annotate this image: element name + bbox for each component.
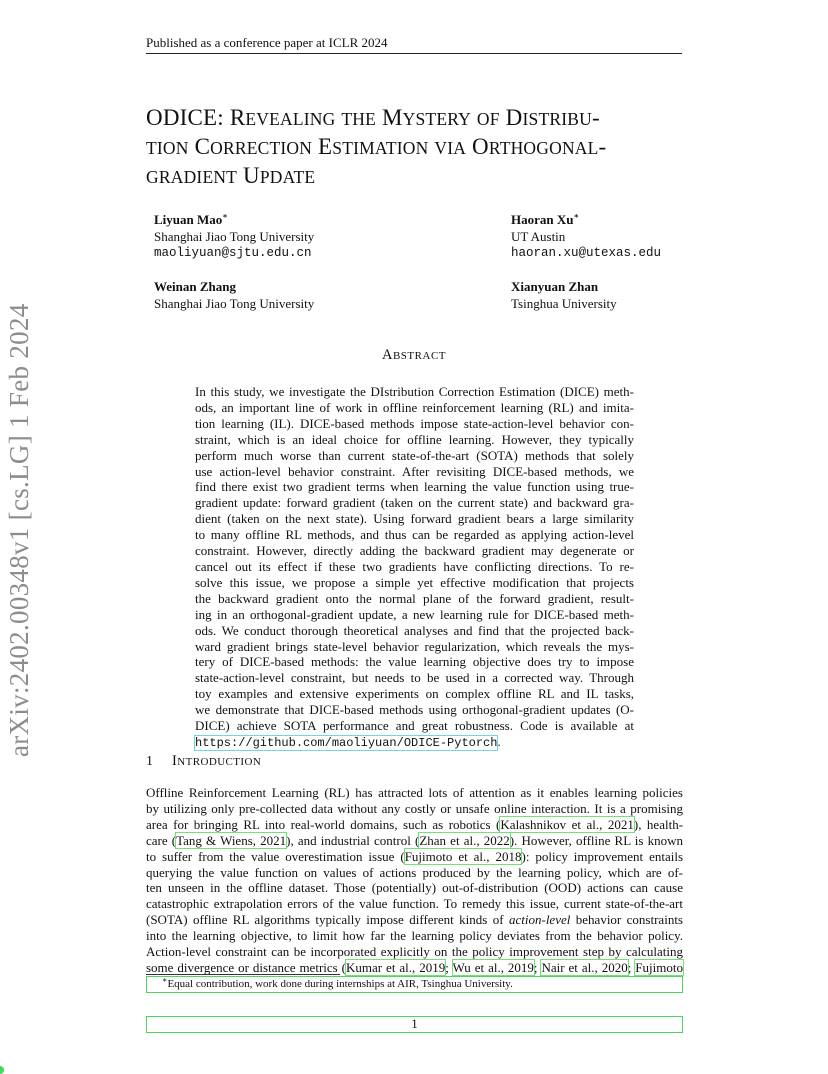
abstract-line: the backward gradient onto the normal plane of the forward gradient, result- xyxy=(195,590,634,606)
abstract-line: tery of DICE-based methods: the value learning objective does try to impose xyxy=(195,654,634,670)
page-number: 1 xyxy=(411,1016,418,1031)
citation-link[interactable]: Fujimoto xyxy=(635,959,683,975)
abstract-line: DICE) achieve SOTA performance and great robustness. Code is available at xyxy=(195,718,634,734)
abstract-line: straint, which is an ideal choice for offline learning. However, they typically xyxy=(195,431,634,447)
author-affiliation: UT Austin xyxy=(511,229,566,244)
intro-text: ): policy improvement entails xyxy=(521,848,684,864)
intro-line: Offline Reinforcement Learning (RL) has attracted lots of attention as it enables learning policies xyxy=(146,785,683,800)
abstract-line: use action-level behavior constraint. After revisiting DICE-based methods, we xyxy=(195,463,634,479)
abstract-line: cancel out its effect if these two gradients have conflicting directions. To re- xyxy=(195,558,634,574)
citation-link[interactable]: Zhan et al., 2022 xyxy=(419,832,510,848)
author-block-4 xyxy=(511,278,811,312)
abstract-last-line xyxy=(195,734,634,752)
author-affiliation: Shanghai Jiao Tong University xyxy=(154,296,315,311)
paper-title xyxy=(146,104,706,191)
intro-paragraph xyxy=(146,785,683,976)
intro-emphasis: action-level xyxy=(509,912,571,928)
footnote-text: Equal contribution, work done during internships at AIR, Tsinghua University. xyxy=(167,978,513,990)
abstract-heading-text: ABSTRACT xyxy=(381,347,447,363)
abstract-line: tion learning (IL). DICE-based methods impose state-action-level behavior con- xyxy=(195,415,634,431)
title-line-3 xyxy=(146,162,706,191)
title-line-1-text: ODICE: REVEALING THE MYSTERY OF DISTRIBU- xyxy=(146,105,600,130)
intro-text: care ( xyxy=(146,832,177,848)
section-number: 1 xyxy=(146,754,154,769)
intro-line: by utilizing only pre-collected data without any costly or unsafe online interaction. It is a promising xyxy=(146,800,683,816)
title-line-2-text: TION CORRECTION ESTIMATION VIA ORTHOGONAL- xyxy=(146,134,607,159)
author-block-2 xyxy=(511,211,811,262)
abstract-line: In this study, we investigate the DIstribution Correction Estimation (DICE) meth- xyxy=(195,384,634,399)
title-line-1 xyxy=(146,104,706,133)
intro-line xyxy=(146,849,683,865)
intro-text: some divergence or distance metrics ( xyxy=(146,959,346,975)
abstract-line: ods. We conduct thorough theoretical analyses and find that the projected back- xyxy=(195,622,634,638)
abstract-line: perform much worse than current state-of-the-art (SOTA) methods that solely xyxy=(195,447,634,463)
intro-text: ), health- xyxy=(633,816,684,832)
intro-line: ten unseen in the offline dataset. Those (potentially) out-of-distribution (OOD) actions can cause xyxy=(146,880,683,896)
author-email[interactable]: maoliyuan@sjtu.edu.cn xyxy=(154,246,312,260)
abstract-line: ward gradient brings state-level behavior regularization, which reveals the mys- xyxy=(195,638,634,654)
author-name xyxy=(154,211,454,228)
author-block-3 xyxy=(154,278,454,312)
intro-line: into the learning objective, to limit how far the learning policy deviates from the behavior policy. xyxy=(146,928,683,944)
author-affiliation: Tsinghua University xyxy=(511,296,617,311)
section-title: INTRODUCTION xyxy=(172,753,262,769)
author-name-text: Liyuan Mao xyxy=(154,212,223,227)
citation-link[interactable]: Kalashnikov et al., 2021 xyxy=(500,816,634,832)
intro-text: ). However, offline RL is known xyxy=(509,832,683,848)
abstract-body xyxy=(195,384,634,752)
abstract-line: we demonstrate that DICE-based methods using orthogonal-gradient updates (O- xyxy=(195,702,634,718)
header-rule xyxy=(146,53,682,54)
citation-link[interactable]: Kumar et al., 2019 xyxy=(346,959,446,975)
citation-link[interactable]: Wu et al., 2019 xyxy=(452,959,534,975)
intro-text: ; xyxy=(627,959,636,975)
running-header: Published as a conference paper at ICLR 2024 xyxy=(146,35,388,50)
code-link-suffix: . xyxy=(497,733,501,749)
intro-line: Action-level constraint can be incorporated explicitly on the policy improvement step by calculating xyxy=(146,944,683,960)
abstract-line: find there exist two gradient terms when learning the value function using true- xyxy=(195,479,634,495)
abstract-line: solve this issue, we propose a simple yet effective modification that projects xyxy=(195,574,634,590)
intro-text: ; xyxy=(533,959,542,975)
abstract-line: to many offline RL methods, and thus can be regarded as applying action-level xyxy=(195,527,634,543)
author-block-1 xyxy=(154,211,454,262)
footnote-rule xyxy=(146,974,340,975)
corner-marker-dot xyxy=(0,1066,4,1074)
author-email[interactable]: haoran.xu@utexas.edu xyxy=(511,246,662,260)
abstract-line: ing in an orthogonal-gradient update, a new learning rule for DICE-based meth- xyxy=(195,606,634,622)
footnote xyxy=(162,977,513,991)
intro-text: ; xyxy=(445,959,453,975)
author-affiliation: Shanghai Jiao Tong University xyxy=(154,229,315,244)
author-name: Weinan Zhang xyxy=(154,279,237,294)
abstract-lines xyxy=(195,384,634,734)
intro-line: catastrophic extrapolation errors of the value function. To remedy this issue, current state-of-the-art xyxy=(146,896,683,912)
intro-text: to suffer from the value overestimation issue ( xyxy=(146,848,405,864)
abstract-heading xyxy=(0,347,828,364)
author-name: Xianyuan Zhan xyxy=(511,279,599,294)
intro-line xyxy=(146,912,683,928)
title-line-2 xyxy=(146,133,706,162)
abstract-line: toy examples and extensive experiments on complex offline RL and IL tasks, xyxy=(195,686,634,702)
section-heading xyxy=(146,753,261,770)
title-line-3-text: GRADIENT UPDATE xyxy=(146,163,316,188)
abstract-line: state-action-level constraint, but needs to be used in a corrected way. Through xyxy=(195,670,634,686)
abstract-line: dient (taken on the next state). Using forward gradient bears a large similarity xyxy=(195,511,634,527)
abstract-line: gradient update: forward gradient (taken on the current state) and backward gra- xyxy=(195,495,634,511)
equal-contribution-mark: ∗ xyxy=(222,211,228,221)
intro-line xyxy=(146,833,683,849)
citation-link[interactable]: Fujimoto et al., 2018 xyxy=(404,848,522,864)
intro-text: behavior constraints xyxy=(570,912,683,928)
author-name xyxy=(511,211,811,228)
equal-contribution-mark: ∗ xyxy=(573,211,580,221)
citation-link[interactable]: Nair et al., 2020 xyxy=(541,959,628,975)
footnote-mark: ∗ xyxy=(162,975,168,985)
intro-line: querying the value function on values of actions produced by the learning policy, which are of- xyxy=(146,864,683,880)
citation-link[interactable]: Tang & Wiens, 2021 xyxy=(176,832,287,848)
arxiv-stamp: arXiv:2402.00348v1 [cs.LG] 1 Feb 2024 xyxy=(4,303,34,757)
intro-text: ), and industrial control ( xyxy=(286,832,420,848)
abstract-line: constraint. However, directly adding the backward gradient may degenerate or xyxy=(195,543,634,559)
intro-text: area for bringing RL into real-world domains, such as robotics ( xyxy=(146,816,501,832)
abstract-line: ods, an important line of work in offline reinforcement learning (RL) and imita- xyxy=(195,399,634,415)
code-link[interactable]: https://github.com/maoliyuan/ODICE-Pytorch xyxy=(195,735,498,750)
intro-line xyxy=(146,817,683,833)
intro-text: (SOTA) offline RL algorithms typically impose different kinds of xyxy=(146,912,509,928)
author-name-text: Haoran Xu xyxy=(511,212,574,227)
